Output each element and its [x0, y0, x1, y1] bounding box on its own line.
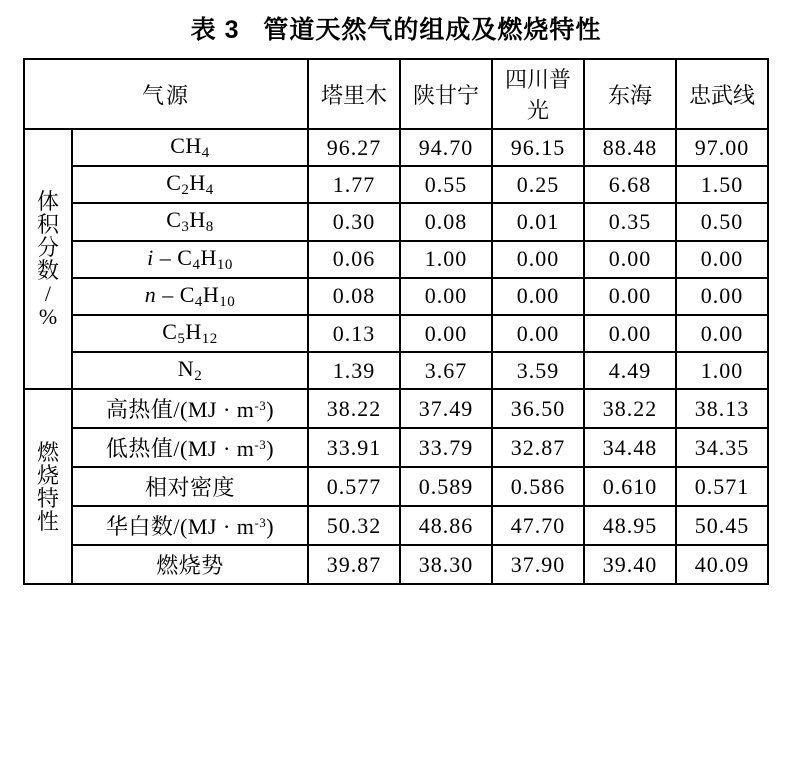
row-label-compound: $C_3H_8$ — [72, 203, 308, 240]
row-label-property: 低热值$/(MJ \cdot m^{-3})$ — [72, 428, 308, 467]
group-label-combustion: 燃 烧 特 性 — [24, 389, 72, 584]
header-column-3: 东海 — [584, 59, 676, 129]
cell-value: 48.95 — [584, 506, 676, 545]
cell-value: 0.586 — [492, 467, 584, 506]
table-row — [24, 166, 768, 203]
cell-value: 97.00 — [676, 129, 768, 166]
cell-value: 0.00 — [676, 315, 768, 352]
cell-value: 39.87 — [308, 545, 400, 584]
cell-value: 0.577 — [308, 467, 400, 506]
cell-value: 1.50 — [676, 166, 768, 203]
cell-value: 0.08 — [400, 203, 492, 240]
table-row — [24, 203, 768, 240]
cell-value: 1.39 — [308, 352, 400, 389]
cell-value: 0.00 — [492, 278, 584, 315]
row-label-compound: $N_2$ — [72, 352, 308, 389]
table-title: 表 3 管道天然气的组成及燃烧特性 — [190, 16, 602, 44]
table-row — [24, 389, 768, 428]
header-column-4: 忠武线 — [676, 59, 768, 129]
cell-value: 0.06 — [308, 241, 400, 278]
table-row — [24, 241, 768, 278]
row-label-property: 华白数$/(MJ \cdot m^{-3})$ — [72, 506, 308, 545]
cell-value: 32.87 — [492, 428, 584, 467]
cell-value: 33.79 — [400, 428, 492, 467]
cell-value: 33.91 — [308, 428, 400, 467]
cell-value: 6.68 — [584, 166, 676, 203]
cell-value: 50.32 — [308, 506, 400, 545]
cell-value: 47.70 — [492, 506, 584, 545]
table-row — [24, 506, 768, 545]
cell-value: 4.49 — [584, 352, 676, 389]
cell-value: 0.13 — [308, 315, 400, 352]
cell-value: 39.40 — [584, 545, 676, 584]
gas-properties-table — [23, 58, 769, 585]
table-row — [24, 129, 768, 166]
cell-value: 0.00 — [492, 241, 584, 278]
cell-value: 37.49 — [400, 389, 492, 428]
cell-value: 0.25 — [492, 166, 584, 203]
cell-value: 0.00 — [676, 241, 768, 278]
row-label-compound: n – $C_4H_{10}$ — [72, 278, 308, 315]
table-row — [24, 352, 768, 389]
cell-value: 36.50 — [492, 389, 584, 428]
cell-value: 34.35 — [676, 428, 768, 467]
cell-value: 3.67 — [400, 352, 492, 389]
cell-value: 0.00 — [584, 278, 676, 315]
row-label-compound: i – $C_4H_{10}$ — [72, 241, 308, 278]
cell-value: 0.589 — [400, 467, 492, 506]
cell-value: 0.00 — [584, 241, 676, 278]
cell-value: 0.55 — [400, 166, 492, 203]
cell-value: 0.01 — [492, 203, 584, 240]
cell-value: 0.00 — [400, 278, 492, 315]
cell-value: 38.30 — [400, 545, 492, 584]
cell-value: 0.08 — [308, 278, 400, 315]
header-column-0: 塔里木 — [308, 59, 400, 129]
cell-value: 48.86 — [400, 506, 492, 545]
table-header-row — [24, 59, 768, 129]
cell-value: 50.45 — [676, 506, 768, 545]
cell-value: 38.22 — [584, 389, 676, 428]
row-label-property: 高热值$/(MJ \cdot m^{-3})$ — [72, 389, 308, 428]
cell-value: 38.22 — [308, 389, 400, 428]
cell-value: 0.571 — [676, 467, 768, 506]
cell-value: 0.00 — [492, 315, 584, 352]
table-row — [24, 545, 768, 584]
header-column-1: 陕甘宁 — [400, 59, 492, 129]
cell-value: 94.70 — [400, 129, 492, 166]
row-label-compound: $C_2H_4$ — [72, 166, 308, 203]
group-label-volume-fraction: 体 积 分 数 / % — [24, 129, 72, 389]
header-source-label: 气源 — [24, 59, 308, 129]
table-row — [24, 428, 768, 467]
cell-value: 0.00 — [676, 278, 768, 315]
cell-value: 0.35 — [584, 203, 676, 240]
table-body — [24, 59, 768, 584]
row-label-property: 相对密度 — [72, 467, 308, 506]
cell-value: 0.00 — [584, 315, 676, 352]
cell-value: 40.09 — [676, 545, 768, 584]
cell-value: 0.50 — [676, 203, 768, 240]
row-label-property: 燃烧势 — [72, 545, 308, 584]
cell-value: 96.15 — [492, 129, 584, 166]
row-label-compound: $CH_4$ — [72, 129, 308, 166]
cell-value: 3.59 — [492, 352, 584, 389]
cell-value: 37.90 — [492, 545, 584, 584]
cell-value: 38.13 — [676, 389, 768, 428]
header-column-2: 四川普光 — [492, 59, 584, 129]
table-row — [24, 467, 768, 506]
cell-value: 1.00 — [676, 352, 768, 389]
cell-value: 0.610 — [584, 467, 676, 506]
table-row — [24, 315, 768, 352]
cell-value: 1.00 — [400, 241, 492, 278]
cell-value: 0.30 — [308, 203, 400, 240]
table-row — [24, 278, 768, 315]
cell-value: 88.48 — [584, 129, 676, 166]
cell-value: 96.27 — [308, 129, 400, 166]
cell-value: 1.77 — [308, 166, 400, 203]
cell-value: 0.00 — [400, 315, 492, 352]
cell-value: 34.48 — [584, 428, 676, 467]
row-label-compound: $C_5H_{12}$ — [72, 315, 308, 352]
